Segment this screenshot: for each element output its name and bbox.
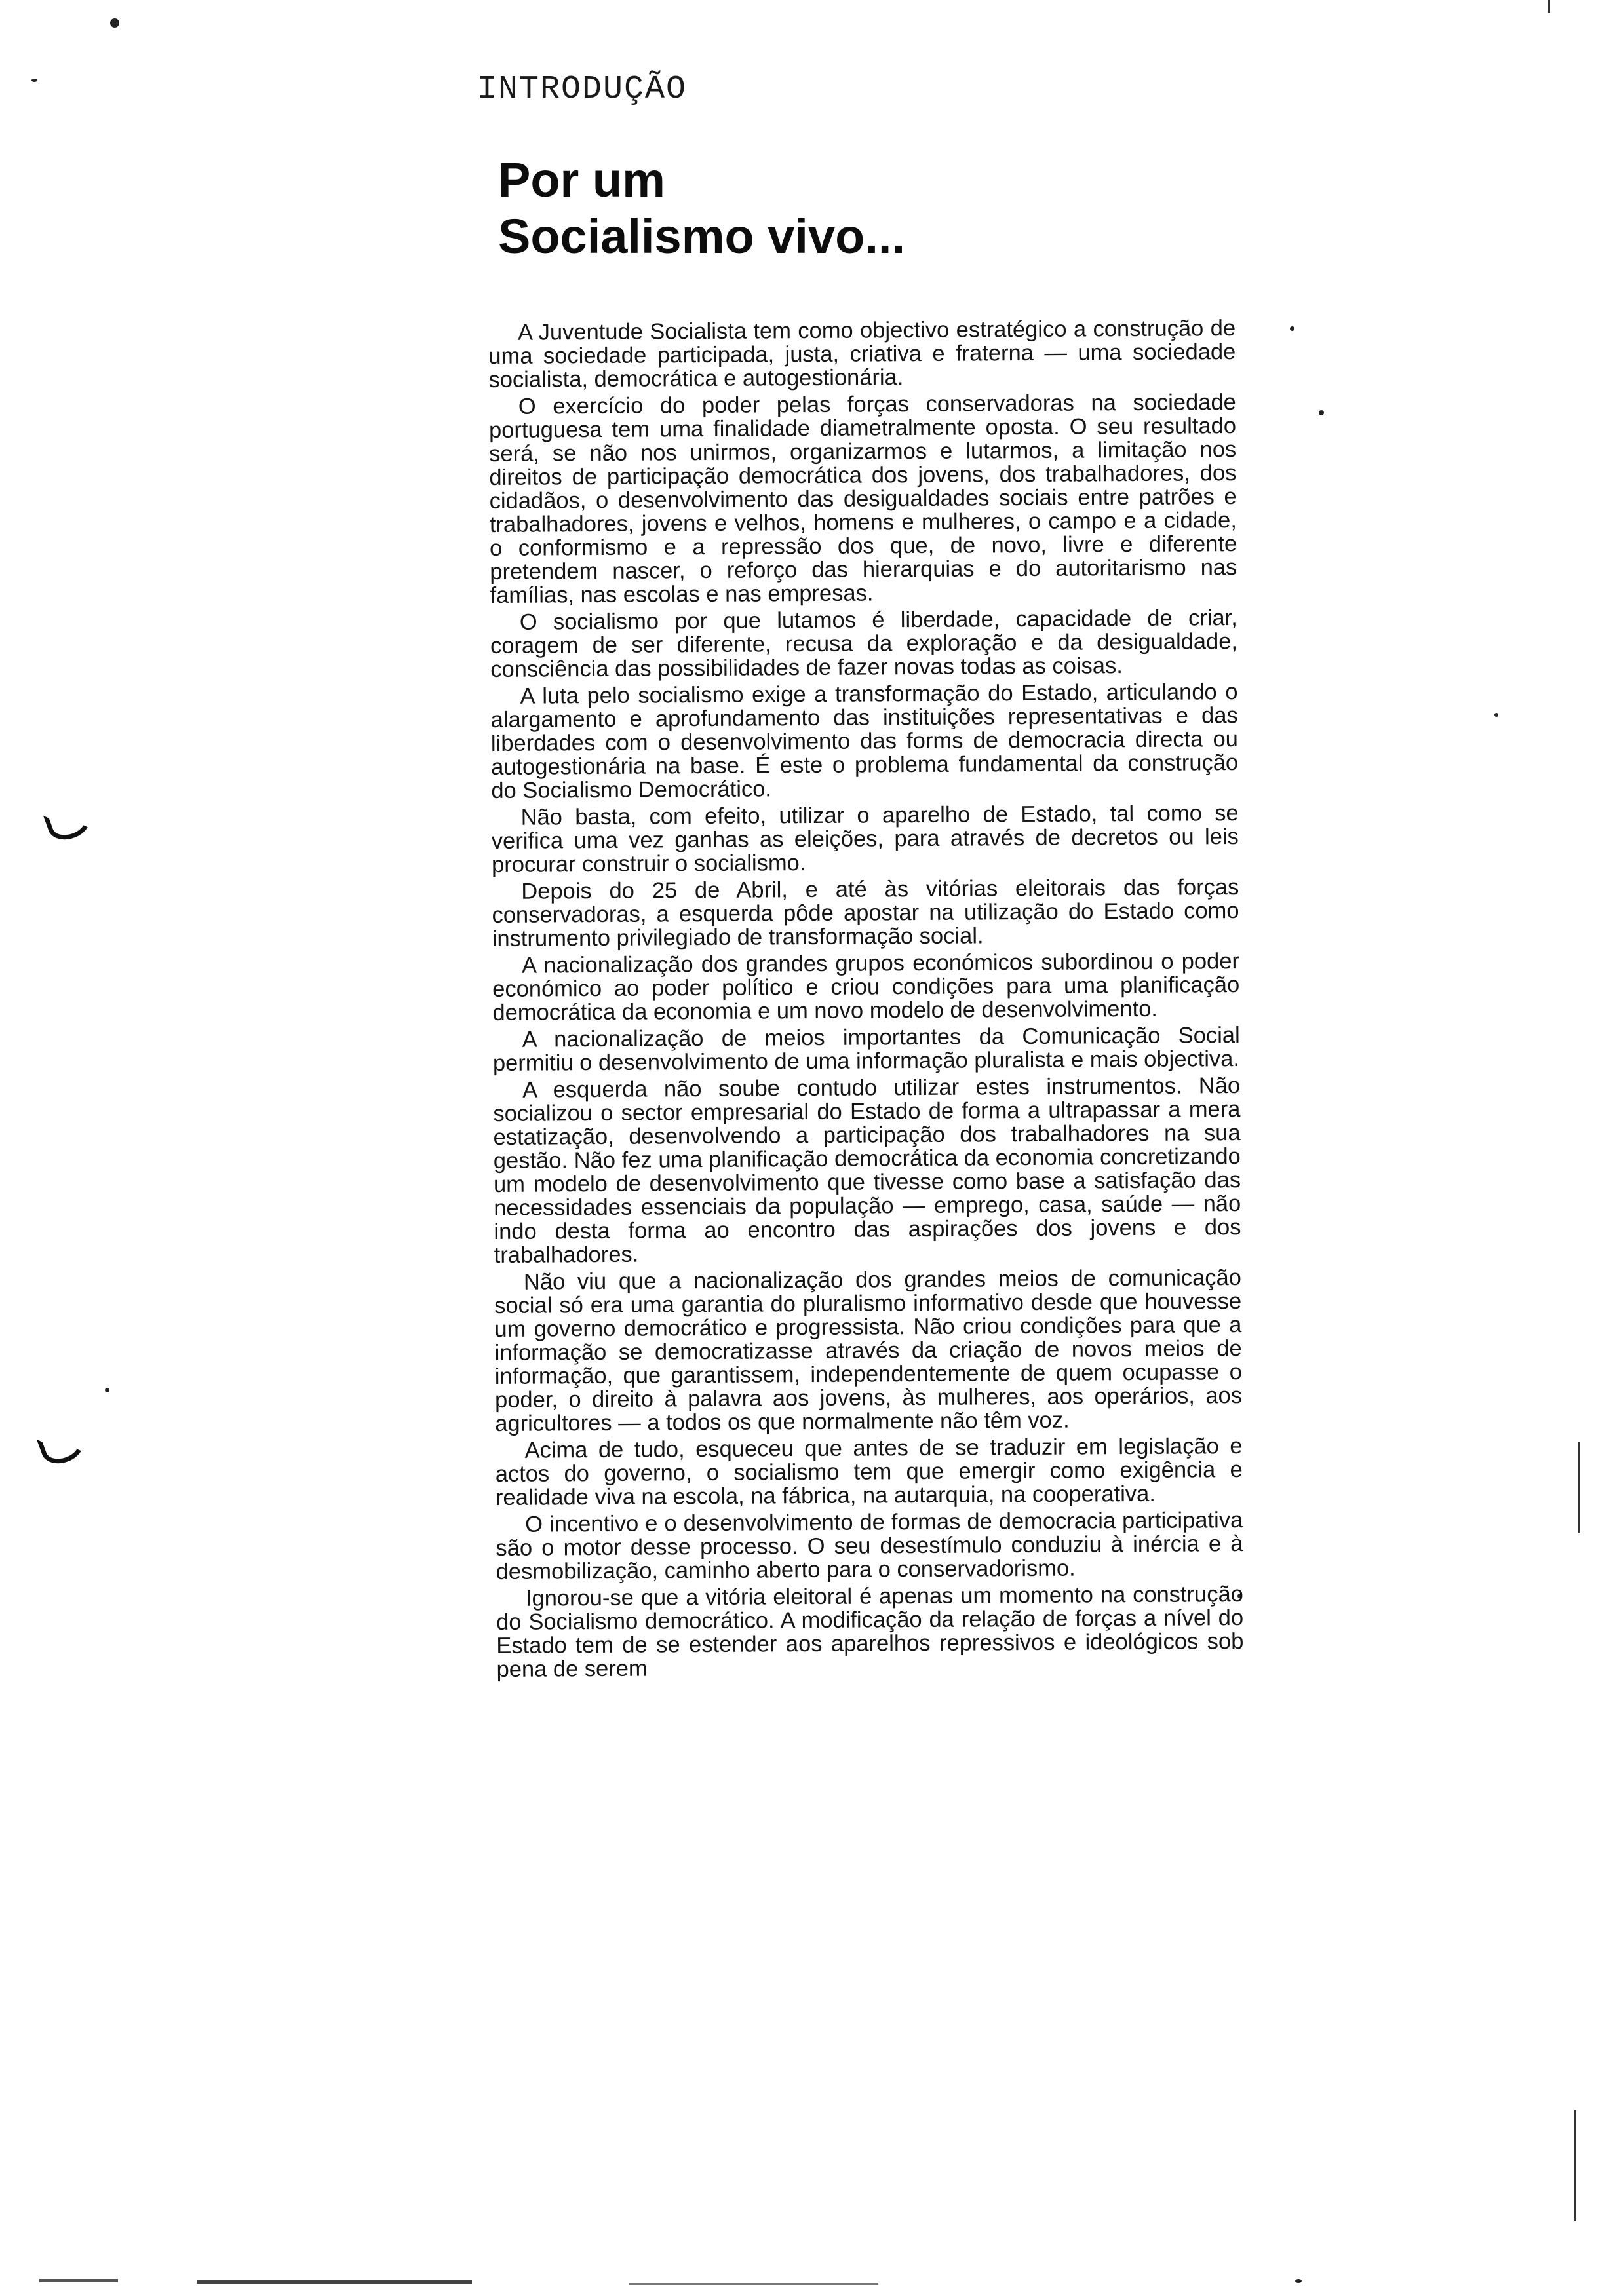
scan-edge-line bbox=[197, 2280, 472, 2284]
paragraph: O exercício do poder pelas forças conservadoras na sociedade portuguesa tem uma finalidade diametralmente oposta. O seu resultado será, se não nos unirmos, organizarmos e lutarmos, a limitação nos direitos de participação democrática dos jovens, dos trabalhadores, dos cidadãos, o desenvolvimento das desigualdades sociais entre patrões e trabalhadores, jovens e velhos, homens e mulheres, o campo e a cidade, o conformismo e a repressão dos que, de novo, livre e diferente pretendem nascer, o reforço das hierarquias e do autoritarismo nas famílias, nas escolas e nas empresas. bbox=[488, 390, 1237, 608]
scan-speck bbox=[110, 18, 119, 28]
scan-edge-line bbox=[629, 2283, 878, 2285]
title-line: Por um bbox=[498, 153, 665, 207]
scan-speck bbox=[31, 79, 37, 82]
scan-speck bbox=[1494, 713, 1498, 717]
article-body bbox=[488, 316, 1244, 1685]
section-label: INTRODUÇÃO bbox=[477, 71, 688, 108]
scan-speck bbox=[1319, 410, 1324, 415]
paragraph: A Juventude Socialista tem como objectivo estratégico a construção de uma sociedade participada, justa, criativa e fraterna — uma sociedade socialista, democrática e autogestionária. bbox=[488, 316, 1236, 392]
scan-speck bbox=[105, 1388, 109, 1392]
paragraph: A luta pelo socialismo exige a transformação do Estado, articulando o alargamento e aprofundamento das instituições representativas e das liberdades com o desenvolvimento das forms de democracia directa ou autogestionária na base. É este o problema fundamental da construção do Socialismo Democrático. bbox=[490, 679, 1239, 803]
paragraph: O incentivo e o desenvolvimento de formas de democracia participativa são o motor desse processo. O seu desestímulo conduziu à inércia e à desmobilização, caminho aberto para o conservadorismo. bbox=[496, 1508, 1243, 1584]
paragraph: A nacionalização de meios importantes da Comunicação Social permitiu o desenvolvimento de uma informação pluralista e mais objectiva. bbox=[492, 1023, 1240, 1076]
paragraph: Não basta, com efeito, utilizar o aparelho de Estado, tal como se verifica uma vez ganhas as eleições, para através de decretos ou leis procurar construir o socialismo. bbox=[491, 801, 1239, 877]
scan-edge-line bbox=[1574, 2110, 1576, 2221]
binder-hole-mark bbox=[43, 801, 94, 845]
scan-edge-line bbox=[39, 2279, 118, 2282]
title-line: Socialismo vivo... bbox=[498, 209, 906, 263]
paragraph: A nacionalização dos grandes grupos económicos subordinou o poder económico ao poder político e criou condições para uma planificação democrática da economia e um novo modelo de desenvolvimento. bbox=[492, 949, 1240, 1025]
scan-speck bbox=[1295, 2279, 1302, 2283]
paragraph: Acima de tudo, esqueceu que antes de se traduzir em legislação e actos do governo, o socialismo tem que emergir como exigência e realidade viva na escola, na fábrica, na autarquia, na cooperativa. bbox=[495, 1434, 1243, 1510]
paragraph: A esquerda não soube contudo utilizar estes instrumentos. Não socializou o sector empresarial do Estado de forma a ultrapassar a mera estatização, desenvolvendo a participação dos trabalhadores na sua gestão. Não fez uma planificação democrática da economia concretizando um modelo de desenvolvimento que tivesse como base a satisfação das necessidades essenciais da população — emprego, casa, saúde — não indo desta forma ao encontro das aspirações dos jovens e dos trabalhadores. bbox=[493, 1073, 1241, 1268]
paragraph: Depois do 25 de Abril, e até às vitórias eleitorais das forças conservadoras, a esquerda pôde apostar na utilização do Estado como instrumento privilegiado de transformação social. bbox=[492, 875, 1239, 951]
scan-edge-line bbox=[1548, 0, 1550, 13]
paragraph: Ignorou-se que a vitória eleitoral é apenas um momento na construção do Socialismo democrático. A modificação da relação de forças a nível do Estado tem de se estender aos aparelhos repressivos e ideológicos sob pena de serem bbox=[496, 1582, 1244, 1682]
scan-speck bbox=[1290, 326, 1294, 331]
paragraph: Não viu que a nacionalização dos grandes meios de comunicação social só era uma garantia do pluralismo informativo desde que houvesse um governo democrático e progressista. Não criou condições para que a informação se democratizasse através da criação de novos meios de informação, que garantissem, independentemente de quem ocupasse o poder, o direito à palavra aos jovens, às mulheres, aos operários, aos agricultores — a todos os que normalmente não têm voz. bbox=[494, 1265, 1243, 1436]
scan-edge-line bbox=[1578, 1442, 1580, 1533]
binder-hole-mark bbox=[37, 1425, 88, 1469]
article-title bbox=[498, 152, 905, 265]
paragraph: O socialismo por que lutamos é liberdade, capacidade de criar, coragem de ser diferente, recusa da exploração e da desigualdade, consciência das possibilidades de fazer novas todas as coisas. bbox=[490, 605, 1238, 682]
